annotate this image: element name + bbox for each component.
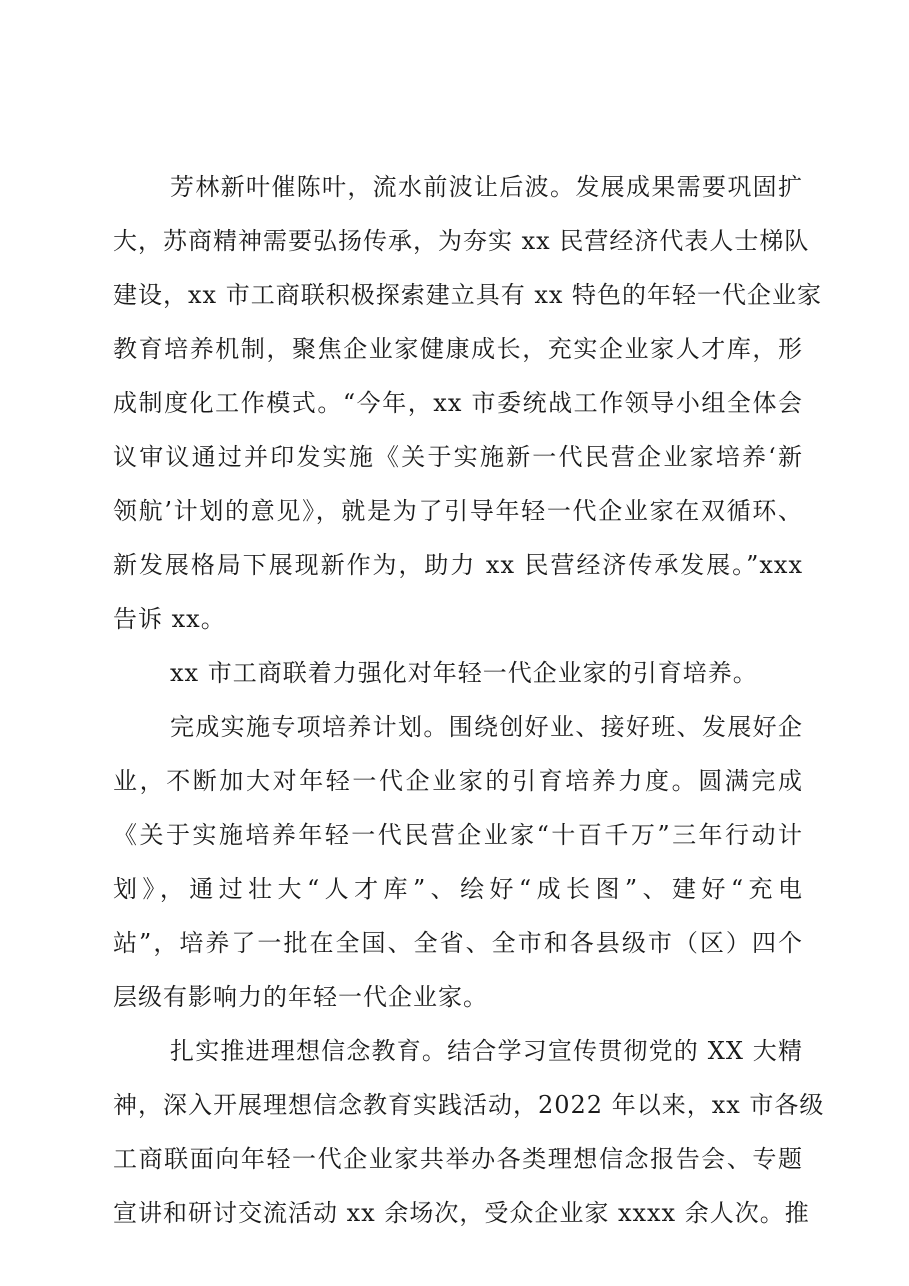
text-line: 成制度化工作模式。“今年，xx 市委统战工作领导小组全体会 [113, 389, 803, 417]
paragraph-1 [113, 160, 823, 646]
text-line: 建设，xx 市工商联积极探索建立具有 xx 特色的年轻一代企业家 [113, 281, 823, 309]
text-line: 告诉 xx。 [113, 605, 226, 633]
text-line: 完成实施专项培养计划。围绕创好业、接好班、发展好企 [170, 713, 803, 741]
text-line: 大，苏商精神需要弘扬传承，为夯实 xx 民营经济代表人士梯队 [113, 227, 810, 255]
text-line: 芳林新叶催陈叶，流水前波让后波。发展成果需要巩固扩 [170, 173, 803, 201]
text-line: 宣讲和研讨交流活动 xx 余场次，受众企业家 xxxx 余人次。推 [113, 1199, 810, 1227]
text-line: 议审议通过并印发实施《关于实施新一代民营企业家培养‘新 [113, 443, 803, 471]
text-line: 工商联面向年轻一代企业家共举办各类理想信念报告会、专题 [113, 1145, 803, 1173]
text-line: 扎实推进理想信念教育。结合学习宣传贯彻党的 XX 大精 [170, 1037, 803, 1065]
text-line: 层级有影响力的年轻一代企业家。 [113, 983, 488, 1011]
text-line: 教育培养机制，聚焦企业家健康成长，充实企业家人才库，形 [113, 335, 803, 363]
text-line: 领航’计划的意见》，就是为了引导年轻一代企业家在双循环、 [113, 497, 803, 525]
text-line: 神，深入开展理想信念教育实践活动，2022 年以来，xx 市各级 [113, 1091, 825, 1119]
text-line: 站”，培养了一批在全国、全省、全市和各县级市（区）四个 [113, 929, 803, 957]
text-line: xx 市工商联着力强化对年轻一代企业家的引育培养。 [170, 659, 758, 687]
paragraph-3 [113, 700, 803, 1024]
paragraph-2 [113, 646, 803, 700]
text-line: 划》，通过壮大“人才库”、绘好“成长图”、建好“充电 [113, 875, 803, 903]
document-body [113, 160, 825, 1240]
text-line: 业，不断加大对年轻一代企业家的引育培养力度。圆满完成 [113, 767, 803, 795]
text-line: 《关于实施培养年轻一代民营企业家“十百千万”三年行动计 [113, 821, 803, 849]
paragraph-4 [113, 1024, 825, 1240]
text-line: 新发展格局下展现新作为，助力 xx 民营经济传承发展。”xxx [113, 551, 803, 579]
